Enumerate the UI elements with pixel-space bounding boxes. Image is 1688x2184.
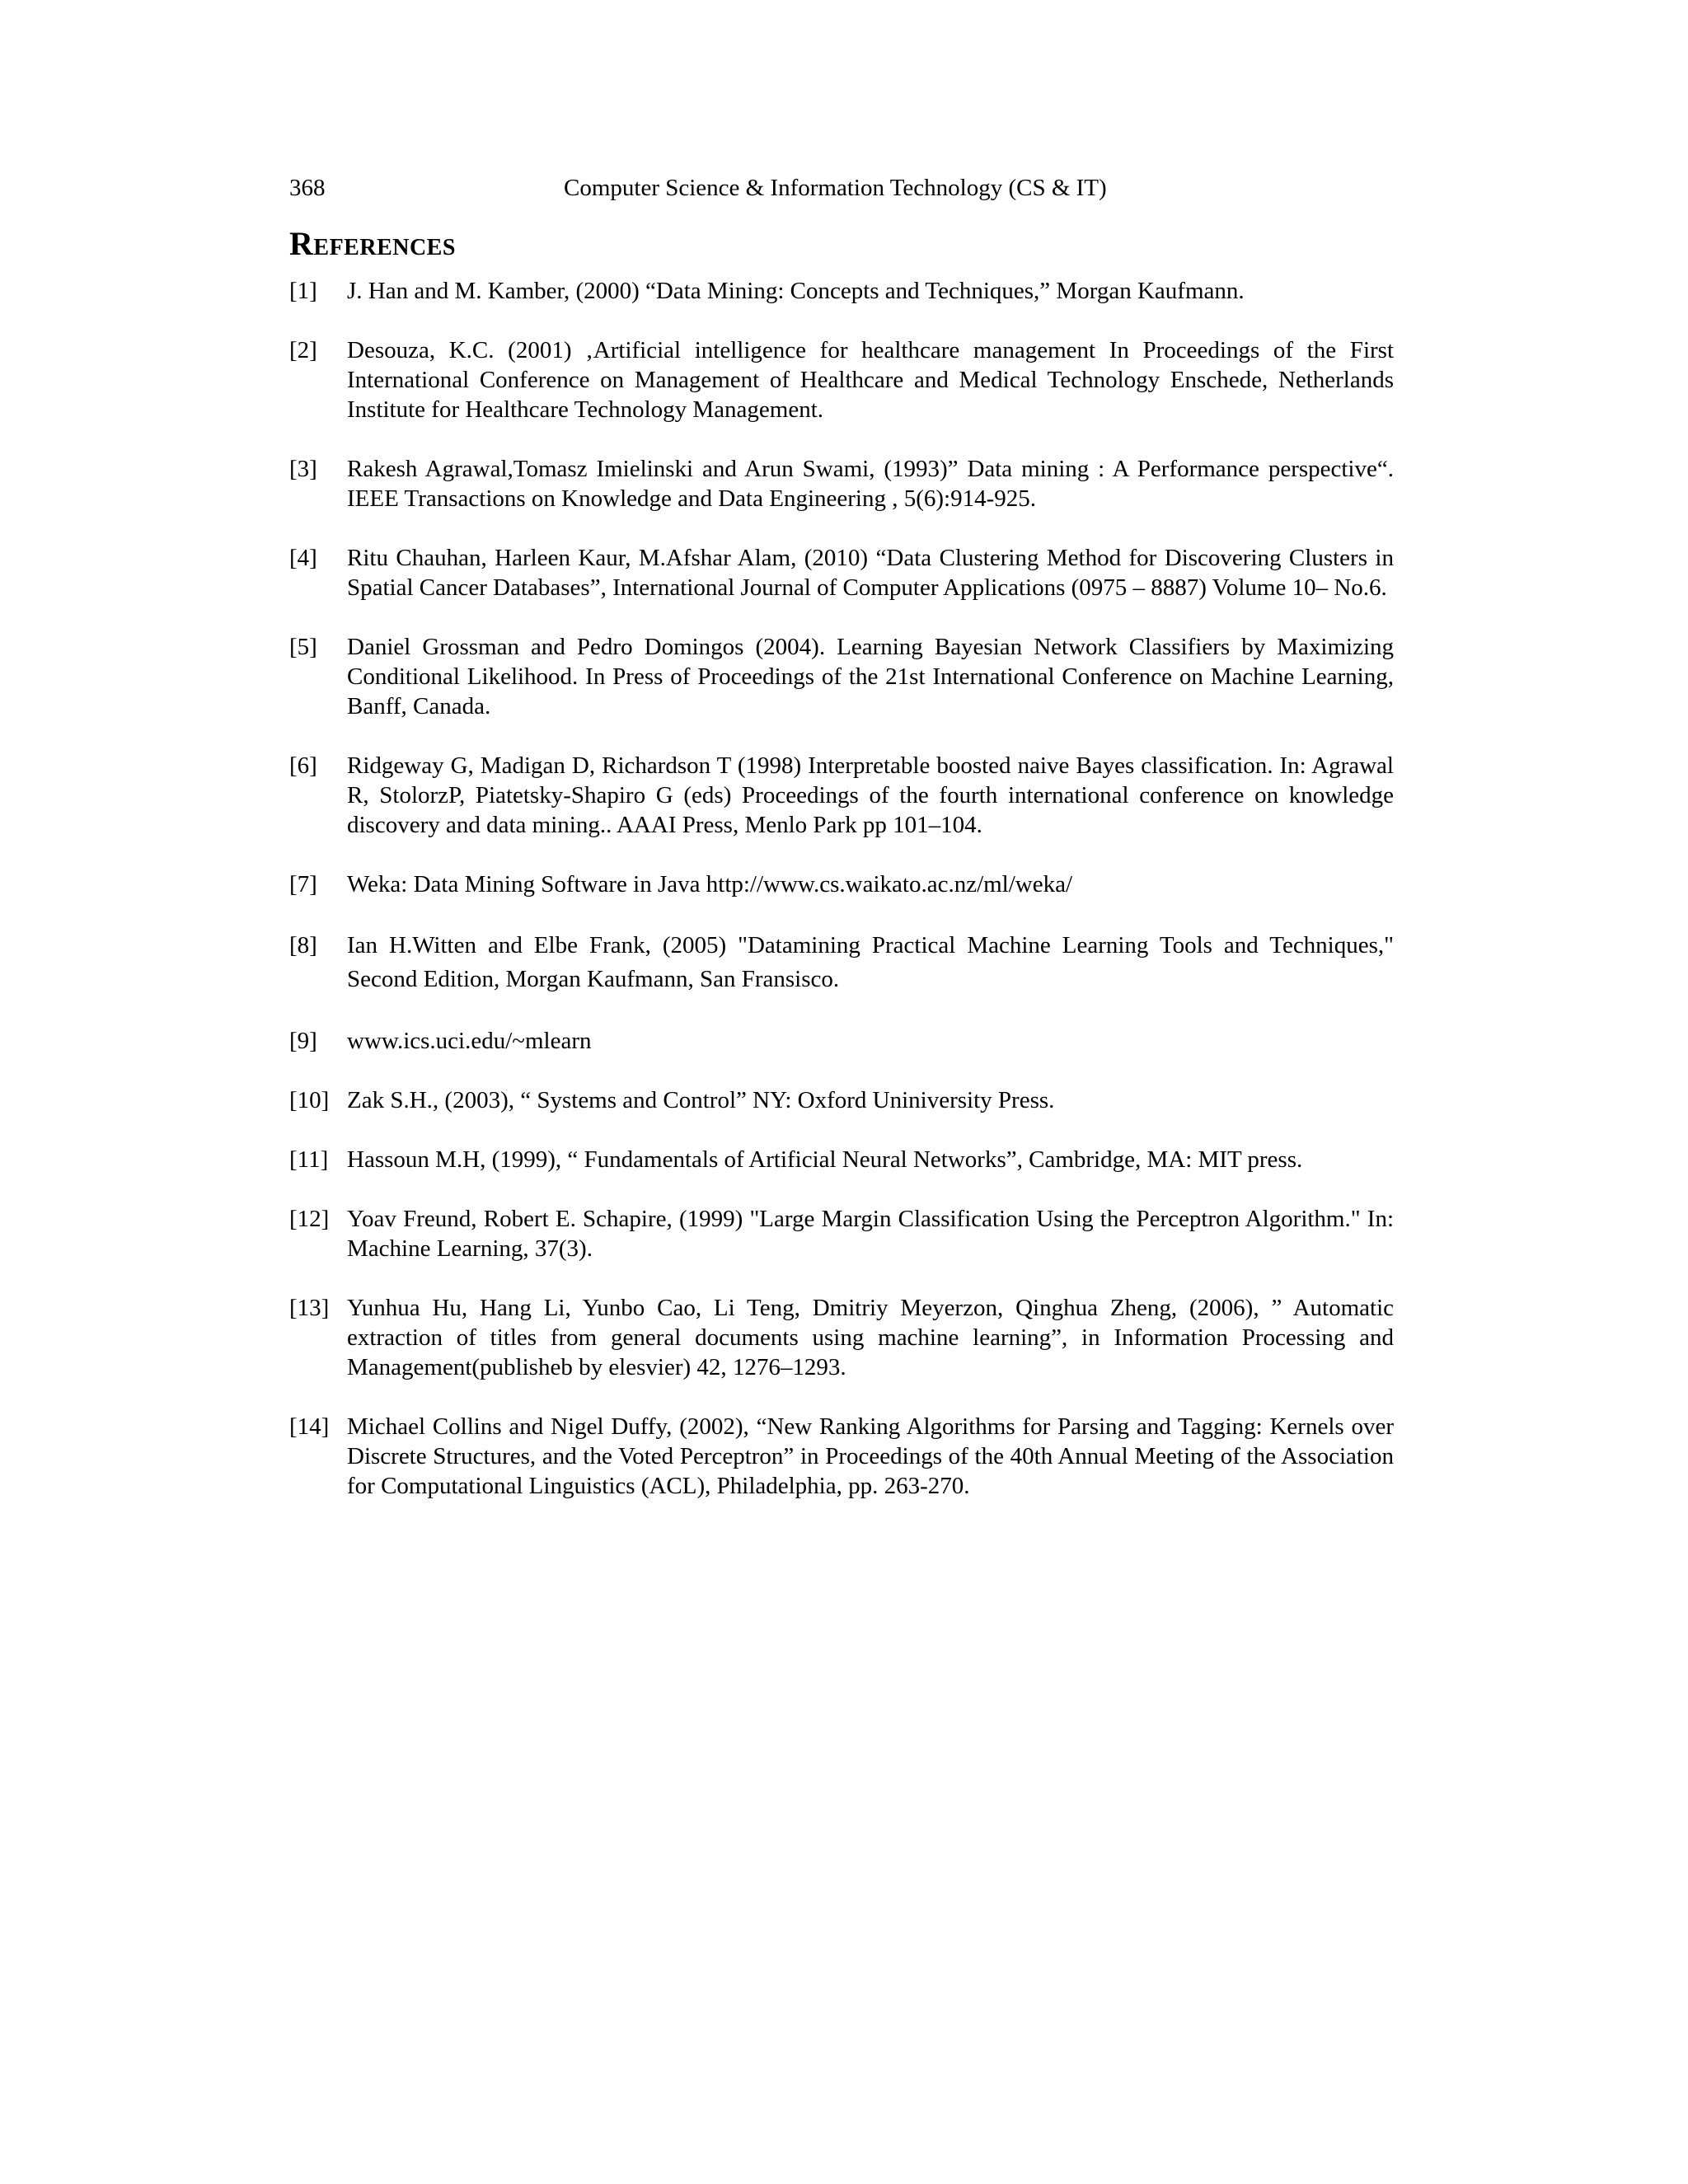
reference-number: [10] (289, 1087, 330, 1113)
reference-item (289, 1085, 1394, 1115)
page-header (289, 171, 1394, 204)
reference-number: [5] (289, 634, 317, 660)
reference-number: [13] (289, 1295, 330, 1321)
reference-number: [8] (289, 932, 317, 958)
reference-text: Ridgeway G, Madigan D, Richardson T (1998) Interpretable boosted naive Bayes classification. In: Agrawal R, StolorzP, Piatetsky-Shapiro G (eds) Proceedings of the fourth international conference on knowledge discovery and data mining.. AAAI Press, Menlo Park pp 101–104. (347, 752, 1394, 838)
reference-item (289, 632, 1394, 721)
reference-item (289, 335, 1394, 424)
reference-item (289, 543, 1394, 602)
reference-text: Yoav Freund, Robert E. Schapire, (1999) "Large Margin Classification Using the Perceptron Algorithm." In: Machine Learning, 37(3). (347, 1206, 1394, 1262)
reference-text: Yunhua Hu, Hang Li, Yunbo Cao, Li Teng, Dmitriy Meyerzon, Qinghua Zheng, (2006), ” Automatic extraction of titles from general documents using machine learning”, in Information Processing and Management(publisheb by elesvier) 42, 1276–1293. (347, 1295, 1394, 1380)
reference-number: [3] (289, 456, 317, 482)
reference-item (289, 869, 1394, 899)
reference-item (289, 1293, 1394, 1382)
reference-item (289, 1204, 1394, 1263)
reference-text: Michael Collins and Nigel Duffy, (2002), “New Ranking Algorithms for Parsing and Tagging: Kernels over Discrete Structures, and the Voted Perceptron” in Proceedings of the 40th Annual Meeting of the Association for Computational Linguistics (ACL), Philadelphia, pp. 263-270. (347, 1413, 1394, 1499)
reference-item (289, 929, 1394, 996)
reference-item (289, 1412, 1394, 1501)
reference-number: [1] (289, 278, 317, 304)
reference-text: Rakesh Agrawal,Tomasz Imielinski and Arun Swami, (1993)” Data mining : A Performance perspective“. IEEE Transactions on Knowledge and Data Engineering , 5(6):914-925. (347, 456, 1394, 512)
reference-number: [9] (289, 1028, 317, 1054)
reference-item (289, 751, 1394, 840)
reference-text: Weka: Data Mining Software in Java http://www.cs.waikato.ac.nz/ml/weka/ (347, 871, 1073, 898)
reference-number: [4] (289, 545, 317, 571)
reference-number: [12] (289, 1206, 330, 1232)
reference-list (289, 276, 1394, 1530)
reference-item (289, 1145, 1394, 1174)
reference-item (289, 454, 1394, 513)
reference-number: [2] (289, 337, 317, 363)
reference-number: [14] (289, 1413, 330, 1440)
reference-item (289, 276, 1394, 306)
page-number: 368 (289, 175, 326, 201)
reference-number: [11] (289, 1146, 329, 1173)
reference-text: Ritu Chauhan, Harleen Kaur, M.Afshar Alam, (2010) “Data Clustering Method for Discovering Clusters in Spatial Cancer Databases”, International Journal of Computer Applications (0975 – 8887) Volume 10– No.6. (347, 545, 1394, 601)
reference-text: Desouza, K.C. (2001) ‚Artificial intelligence for healthcare management In Proceedings of the First International Conference on Management of Healthcare and Medical Technology Enschede, Netherlands Institute for Healthcare Technology Management. (347, 337, 1394, 423)
reference-number: [7] (289, 871, 317, 898)
section-heading: References (289, 225, 456, 262)
reference-text: J. Han and M. Kamber, (2000) “Data Mining: Concepts and Techniques,” Morgan Kaufmann. (347, 278, 1245, 304)
reference-text: Hassoun M.H, (1999), “ Fundamentals of Artificial Neural Networks”, Cambridge, MA: MIT press. (347, 1146, 1303, 1173)
reference-number: [6] (289, 752, 317, 779)
reference-text: www.ics.uci.edu/~mlearn (347, 1028, 592, 1054)
reference-item (289, 1026, 1394, 1056)
reference-text: Zak S.H., (2003), “ Systems and Control” NY: Oxford Uniniversity Press. (347, 1087, 1055, 1113)
reference-text: Ian H.Witten and Elbe Frank, (2005) "Datamining Practical Machine Learning Tools and Techniques," Second Edition, Morgan Kaufmann, San Fransisco. (347, 932, 1394, 992)
running-title: Computer Science & Information Technology (CS & IT) (564, 175, 1107, 201)
reference-text: Daniel Grossman and Pedro Domingos (2004). Learning Bayesian Network Classifiers by Maximizing Conditional Likelihood. In Press of Proceedings of the 21st International Conference on Machine Learning, Banff, Canada. (347, 634, 1394, 719)
